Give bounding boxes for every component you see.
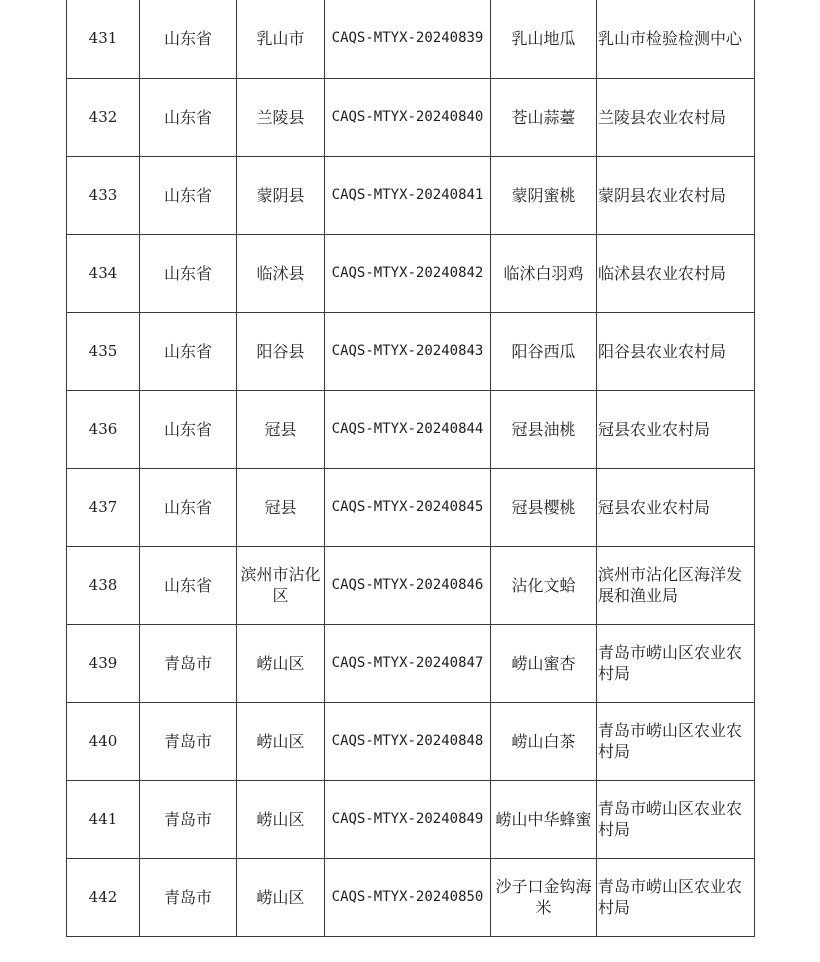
province-cell: 山东省 xyxy=(140,312,237,390)
product-cell: 崂山中华蜂蜜 xyxy=(491,780,597,858)
table-row xyxy=(67,390,755,468)
row-number: 435 xyxy=(67,312,140,390)
row-number: 441 xyxy=(67,780,140,858)
product-cell: 冠县樱桃 xyxy=(491,468,597,546)
certificate-code-cell: CAQS-MTYX-20240843 xyxy=(325,312,491,390)
product-cell: 沙子口金钩海米 xyxy=(491,858,597,936)
row-number: 436 xyxy=(67,390,140,468)
certificate-code-cell: CAQS-MTYX-20240839 xyxy=(325,0,491,78)
table-row xyxy=(67,234,755,312)
product-cell: 苍山蒜薹 xyxy=(491,78,597,156)
certificate-code-cell: CAQS-MTYX-20240849 xyxy=(325,780,491,858)
product-cell: 乳山地瓜 xyxy=(491,0,597,78)
table-row xyxy=(67,624,755,702)
agency-cell: 冠县农业农村局 xyxy=(597,468,755,546)
province-cell: 山东省 xyxy=(140,156,237,234)
certificate-code-cell: CAQS-MTYX-20240850 xyxy=(325,858,491,936)
row-number: 442 xyxy=(67,858,140,936)
certificate-code-cell: CAQS-MTYX-20240845 xyxy=(325,468,491,546)
agency-cell: 兰陵县农业农村局 xyxy=(597,78,755,156)
area-cell: 滨州市沾化区 xyxy=(237,546,325,624)
area-cell: 崂山区 xyxy=(237,624,325,702)
province-cell: 山东省 xyxy=(140,78,237,156)
product-cell: 阳谷西瓜 xyxy=(491,312,597,390)
agency-cell: 青岛市崂山区农业农村局 xyxy=(597,780,755,858)
certificate-code-cell: CAQS-MTYX-20240844 xyxy=(325,390,491,468)
table-row xyxy=(67,312,755,390)
province-cell: 山东省 xyxy=(140,468,237,546)
certificate-code-cell: CAQS-MTYX-20240848 xyxy=(325,702,491,780)
province-cell: 山东省 xyxy=(140,0,237,78)
province-cell: 青岛市 xyxy=(140,858,237,936)
agency-cell: 青岛市崂山区农业农村局 xyxy=(597,858,755,936)
province-cell: 青岛市 xyxy=(140,702,237,780)
agency-cell: 阳谷县农业农村局 xyxy=(597,312,755,390)
agency-cell: 蒙阴县农业农村局 xyxy=(597,156,755,234)
table-row xyxy=(67,546,755,624)
area-cell: 兰陵县 xyxy=(237,78,325,156)
area-cell: 蒙阴县 xyxy=(237,156,325,234)
agency-cell: 临沭县农业农村局 xyxy=(597,234,755,312)
area-cell: 临沭县 xyxy=(237,234,325,312)
product-cell: 崂山白茶 xyxy=(491,702,597,780)
province-cell: 山东省 xyxy=(140,546,237,624)
registry-table xyxy=(66,0,755,937)
table-row xyxy=(67,78,755,156)
product-cell: 临沭白羽鸡 xyxy=(491,234,597,312)
certificate-code-cell: CAQS-MTYX-20240841 xyxy=(325,156,491,234)
row-number: 433 xyxy=(67,156,140,234)
certificate-code-cell: CAQS-MTYX-20240847 xyxy=(325,624,491,702)
agency-cell: 冠县农业农村局 xyxy=(597,390,755,468)
table-row xyxy=(67,0,755,78)
table-row xyxy=(67,780,755,858)
area-cell: 崂山区 xyxy=(237,780,325,858)
certificate-code-cell: CAQS-MTYX-20240842 xyxy=(325,234,491,312)
area-cell: 崂山区 xyxy=(237,702,325,780)
agency-cell: 滨州市沾化区海洋发展和渔业局 xyxy=(597,546,755,624)
certificate-code-cell: CAQS-MTYX-20240840 xyxy=(325,78,491,156)
area-cell: 乳山市 xyxy=(237,0,325,78)
agency-cell: 青岛市崂山区农业农村局 xyxy=(597,702,755,780)
table-row xyxy=(67,468,755,546)
area-cell: 阳谷县 xyxy=(237,312,325,390)
product-cell: 蒙阴蜜桃 xyxy=(491,156,597,234)
row-number: 432 xyxy=(67,78,140,156)
table-row xyxy=(67,858,755,936)
row-number: 439 xyxy=(67,624,140,702)
area-cell: 冠县 xyxy=(237,390,325,468)
row-number: 431 xyxy=(67,0,140,78)
row-number: 438 xyxy=(67,546,140,624)
agency-cell: 青岛市崂山区农业农村局 xyxy=(597,624,755,702)
certificate-code-cell: CAQS-MTYX-20240846 xyxy=(325,546,491,624)
product-cell: 沾化文蛤 xyxy=(491,546,597,624)
province-cell: 山东省 xyxy=(140,390,237,468)
province-cell: 山东省 xyxy=(140,234,237,312)
province-cell: 青岛市 xyxy=(140,780,237,858)
province-cell: 青岛市 xyxy=(140,624,237,702)
product-cell: 冠县油桃 xyxy=(491,390,597,468)
row-number: 437 xyxy=(67,468,140,546)
row-number: 434 xyxy=(67,234,140,312)
area-cell: 崂山区 xyxy=(237,858,325,936)
table-row xyxy=(67,702,755,780)
agency-cell: 乳山市检验检测中心 xyxy=(597,0,755,78)
registry-table-body xyxy=(67,0,755,936)
product-cell: 崂山蜜杏 xyxy=(491,624,597,702)
area-cell: 冠县 xyxy=(237,468,325,546)
table-row xyxy=(67,156,755,234)
row-number: 440 xyxy=(67,702,140,780)
